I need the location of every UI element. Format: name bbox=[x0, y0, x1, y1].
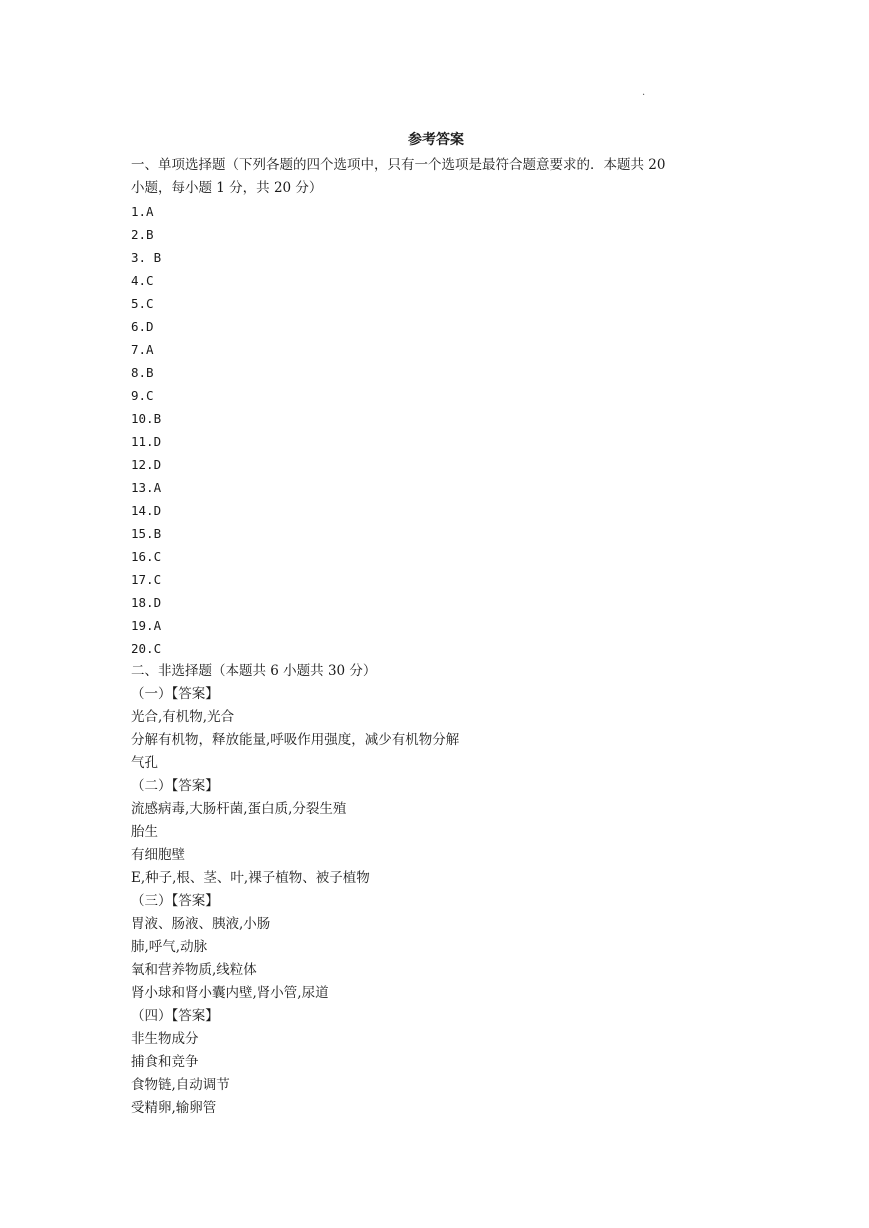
page-title: 参考答案 bbox=[408, 132, 464, 148]
group-answer-line: E,种子,根、茎、叶,裸子植物、被子植物 bbox=[131, 870, 370, 886]
group-answer-line: 肾小球和肾小囊内壁,肾小管,尿道 bbox=[131, 985, 329, 1001]
answer-item: 3. B bbox=[131, 250, 162, 265]
group-label: （四）【答案】 bbox=[131, 1008, 219, 1024]
answer-item: 11.D bbox=[131, 434, 162, 449]
group-answer-line: 气孔 bbox=[131, 755, 158, 771]
group-answer-line: 胎生 bbox=[131, 824, 158, 840]
answer-item: 1.A bbox=[131, 204, 154, 219]
group-answer-line: 光合,有机物,光合 bbox=[131, 709, 235, 725]
group-answer-line: 有细胞壁 bbox=[131, 847, 185, 863]
answer-item: 7.A bbox=[131, 342, 154, 357]
answer-item: 17.C bbox=[131, 572, 162, 587]
answer-sheet bbox=[131, 131, 741, 1120]
group-answer-line: 捕食和竞争 bbox=[131, 1054, 199, 1070]
group-label: （三）【答案】 bbox=[131, 893, 219, 909]
answer-item: 13.A bbox=[131, 480, 162, 495]
answer-item: 8.B bbox=[131, 365, 154, 380]
group-label: （一）【答案】 bbox=[131, 686, 219, 702]
answer-item: 9.C bbox=[131, 388, 154, 403]
group-answer-line: 肺,呼气,动脉 bbox=[131, 939, 208, 955]
section2-heading: 二、非选择题（本题共 6 小题共 30 分） bbox=[131, 663, 377, 679]
section1-heading-line2: 小题，每小题 1 分，共 20 分） bbox=[131, 180, 323, 196]
answer-item: 15.B bbox=[131, 526, 162, 541]
group-answer-line: 分解有机物，释放能量,呼吸作用强度，减少有机物分解 bbox=[131, 732, 460, 748]
answer-item: 16.C bbox=[131, 549, 162, 564]
answer-item: 12.D bbox=[131, 457, 162, 472]
group-answer-line: 氧和营养物质,线粒体 bbox=[131, 962, 257, 978]
answer-item: 10.B bbox=[131, 411, 162, 426]
top-mark: . bbox=[642, 87, 646, 98]
answer-item: 5.C bbox=[131, 296, 154, 311]
group-answer-line: 流感病毒,大肠杆菌,蛋白质,分裂生殖 bbox=[131, 801, 347, 817]
answer-item: 18.D bbox=[131, 595, 162, 610]
answer-item: 14.D bbox=[131, 503, 162, 518]
group-answer-line: 非生物成分 bbox=[131, 1031, 199, 1047]
section1-heading-line1: 一、单项选择题（下列各题的四个选项中，只有一个选项是最符合题意要求的．本题共 20 bbox=[131, 157, 666, 173]
group-label: （二）【答案】 bbox=[131, 778, 219, 794]
group-answer-line: 受精卵,输卵管 bbox=[131, 1100, 217, 1116]
group-answer-line: 胃液、肠液、胰液,小肠 bbox=[131, 916, 271, 932]
answer-item: 20.C bbox=[131, 641, 162, 656]
answer-item: 6.D bbox=[131, 319, 154, 334]
group-answer-line: 食物链,自动调节 bbox=[131, 1077, 230, 1093]
answer-item: 4.C bbox=[131, 273, 154, 288]
answer-item: 19.A bbox=[131, 618, 162, 633]
answer-item: 2.B bbox=[131, 227, 154, 242]
